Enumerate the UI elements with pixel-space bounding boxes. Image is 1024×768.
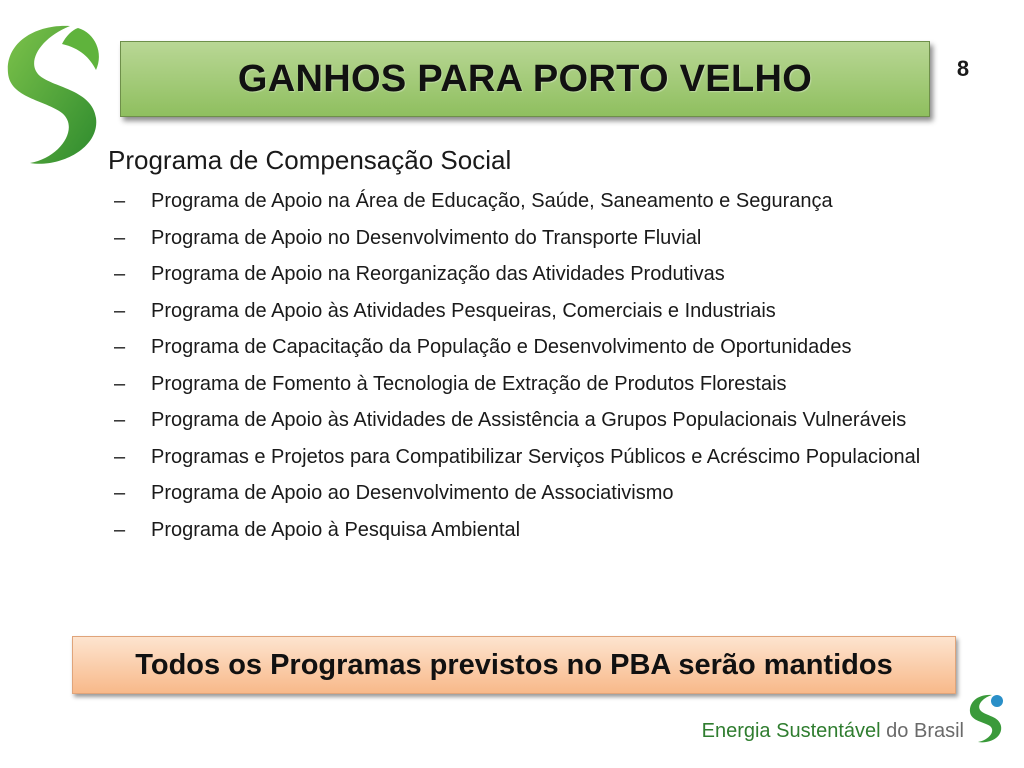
program-list <box>114 186 969 551</box>
list-item <box>114 223 969 253</box>
list-item <box>114 405 969 435</box>
dash-bullet: – <box>114 445 126 468</box>
list-item-text: Programa de Apoio na Área de Educação, Saúde, Saneamento e Segurança <box>151 190 833 212</box>
list-item <box>114 515 969 545</box>
list-item-text: Programa de Apoio à Pesquisa Ambiental <box>151 518 521 541</box>
list-item <box>114 369 969 399</box>
dash-bullet: – <box>114 263 126 285</box>
list-item <box>114 296 969 326</box>
list-item <box>114 186 969 216</box>
list-item-text: Programa de Apoio às Atividades de Assistência a Grupos Populacionais Vulneráveis <box>151 409 907 431</box>
list-item-text: Programa de Apoio na Reorganização das Atividades Produtivas <box>151 263 725 285</box>
dash-bullet: – <box>114 190 126 212</box>
footer-brand <box>702 720 964 743</box>
summary-banner-text: Todos os Programas previstos no PBA serão mantidos <box>135 648 893 681</box>
section-heading: Programa de Compensação Social <box>108 145 512 175</box>
list-item <box>114 332 969 362</box>
footer-brand-name: Energia Sustentável <box>701 720 881 742</box>
footer-brand-suffix: do Brasil <box>880 720 964 742</box>
list-item <box>114 442 969 472</box>
brand-s-logo-icon <box>0 18 108 170</box>
dash-bullet: – <box>114 299 126 322</box>
dash-bullet: – <box>114 226 126 249</box>
page-number: 8 <box>956 56 970 81</box>
slide-title: GANHOS PARA PORTO VELHO <box>237 57 813 100</box>
list-item-text: Programa de Capacitação da População e Desenvolvimento de Oportunidades <box>151 336 852 358</box>
dash-bullet: – <box>114 409 126 431</box>
dash-bullet: – <box>114 518 126 541</box>
list-item-text: Programas e Projetos para Compatibilizar Serviços Públicos e Acréscimo Populacional <box>151 445 921 468</box>
list-item-text: Programa de Apoio no Desenvolvimento do Transporte Fluvial <box>151 226 702 249</box>
dash-bullet: – <box>114 482 126 504</box>
dash-bullet: – <box>114 336 126 358</box>
dash-bullet: – <box>114 372 126 395</box>
summary-banner <box>72 636 956 694</box>
list-item-text: Programa de Apoio ao Desenvolvimento de Associativismo <box>151 482 674 504</box>
list-item-text: Programa de Apoio às Atividades Pesqueiras, Comerciais e Industriais <box>151 299 776 322</box>
list-item <box>114 478 969 508</box>
list-item <box>114 259 969 289</box>
list-item-text: Programa de Fomento à Tecnologia de Extração de Produtos Florestais <box>151 372 787 395</box>
footer-s-logo-icon <box>966 692 1006 744</box>
slide-title-box <box>120 41 930 117</box>
